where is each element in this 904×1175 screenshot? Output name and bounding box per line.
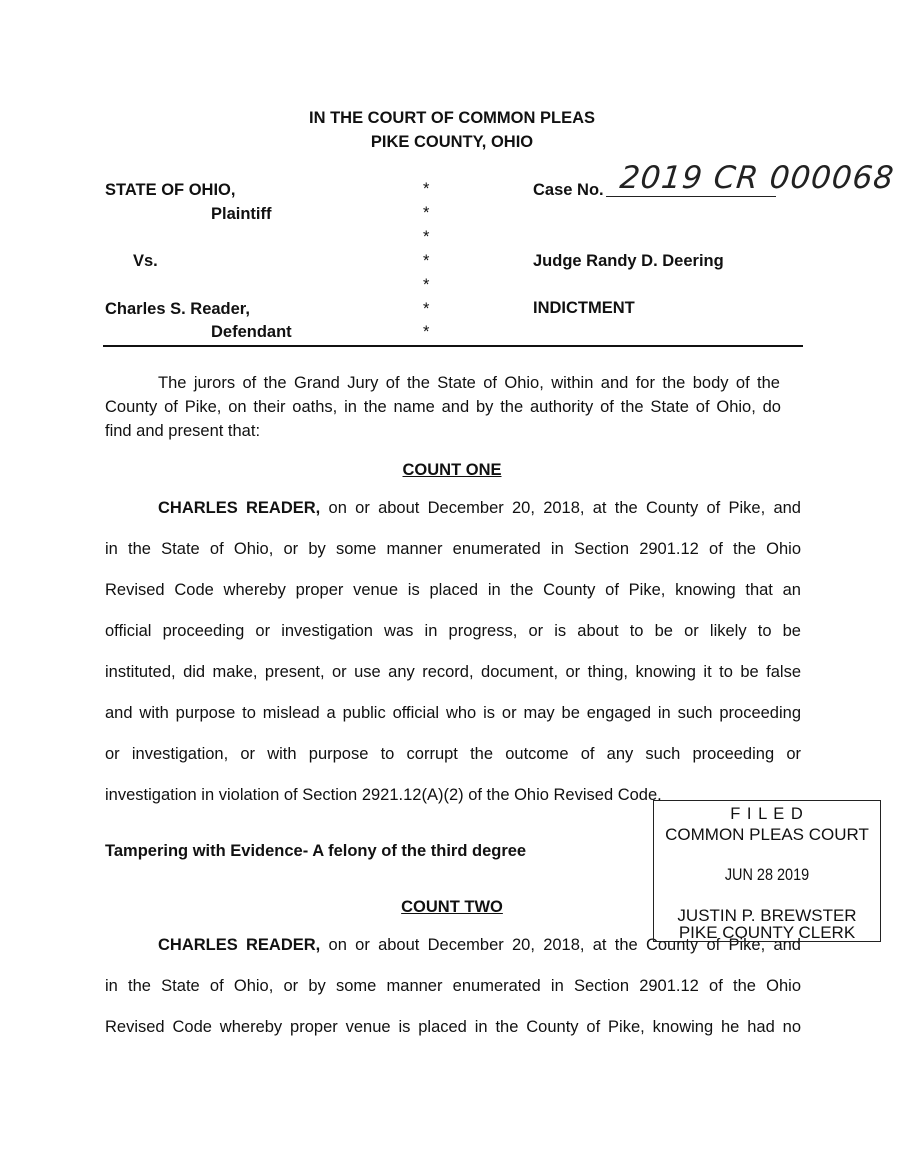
document-type: INDICTMENT [533, 299, 635, 317]
count-two-heading: COUNT TWO [401, 898, 503, 916]
plaintiff-name: STATE OF OHIO, [105, 181, 236, 199]
count-two-line: Revised Code whereby proper venue is placed in the County of Pike, knowing he had no [105, 1018, 801, 1036]
caption-divider [103, 345, 803, 347]
count-one-charge: Tampering with Evidence- A felony of the third degree [105, 842, 527, 860]
line-text: on or about December 20, 2018, at the County of Pike, and [320, 499, 801, 517]
case-label: Case No. [533, 181, 604, 199]
count-one-line: and with purpose to mislead a public official who is or may be engaged in such proceeding [105, 704, 801, 722]
intro-line: find and present that: [105, 422, 261, 440]
defendant-name: Charles S. Reader, [105, 300, 250, 318]
count-one-line: instituted, did make, present, or use any record, document, or thing, knowing it to be false [105, 663, 801, 681]
versus: Vs. [133, 252, 158, 270]
case-number-line [606, 196, 776, 197]
asterisk: * [423, 276, 430, 294]
asterisk: * [423, 323, 430, 341]
court-title: IN THE COURT OF COMMON PLEAS [309, 109, 595, 127]
defendant-name-bold: CHARLES READER, [158, 499, 321, 517]
asterisk: * [423, 228, 430, 246]
stamp-clerk-name: JUSTIN P. BREWSTER [677, 906, 857, 925]
stamp-court: COMMON PLEAS COURT [665, 825, 869, 844]
judge-name: Judge Randy D. Deering [533, 252, 724, 270]
defendant-role: Defendant [211, 323, 292, 341]
case-number-handwritten: 2019 CR 000068 [618, 160, 897, 196]
filed-stamp [653, 800, 881, 942]
count-one-line: or investigation, or with purpose to corrupt the outcome of any such proceeding or [105, 745, 801, 763]
stamp-filed: F I L E D [730, 805, 804, 823]
count-one-heading: COUNT ONE [402, 461, 502, 479]
count-one-line: official proceeding or investigation was in progress, or is about to be or likely to be [105, 622, 801, 640]
county-title: PIKE COUNTY, OHIO [370, 133, 534, 151]
intro-line: County of Pike, on their oaths, in the name and by the authority of the State of Ohio, do [105, 398, 781, 416]
count-one-line-1 [158, 499, 801, 518]
line-text: on or about December 20, 2018, at the County of Pike, and [320, 936, 801, 954]
stamp-date: JUN 28 2019 [724, 865, 810, 884]
count-two-line: in the State of Ohio, or by some manner enumerated in Section 2901.12 of the Ohio [105, 977, 801, 995]
asterisk: * [423, 300, 430, 318]
stamp-clerk-title: PIKE COUNTY CLERK [678, 923, 856, 942]
stamp-border-bottom [653, 941, 881, 942]
intro-line: The jurors of the Grand Jury of the State of Ohio, within and for the body of the [158, 374, 780, 392]
plaintiff-role: Plaintiff [211, 205, 272, 223]
count-one-line: Revised Code whereby proper venue is placed in the County of Pike, knowing that an [105, 581, 801, 599]
count-one-line: in the State of Ohio, or by some manner enumerated in Section 2901.12 of the Ohio [105, 540, 801, 558]
defendant-name-bold: CHARLES READER, [158, 936, 321, 954]
asterisk: * [423, 204, 430, 222]
asterisk: * [423, 180, 430, 198]
asterisk: * [423, 252, 430, 270]
count-one-line: investigation in violation of Section 2921.12(A)(2) of the Ohio Revised Code. [105, 786, 662, 804]
